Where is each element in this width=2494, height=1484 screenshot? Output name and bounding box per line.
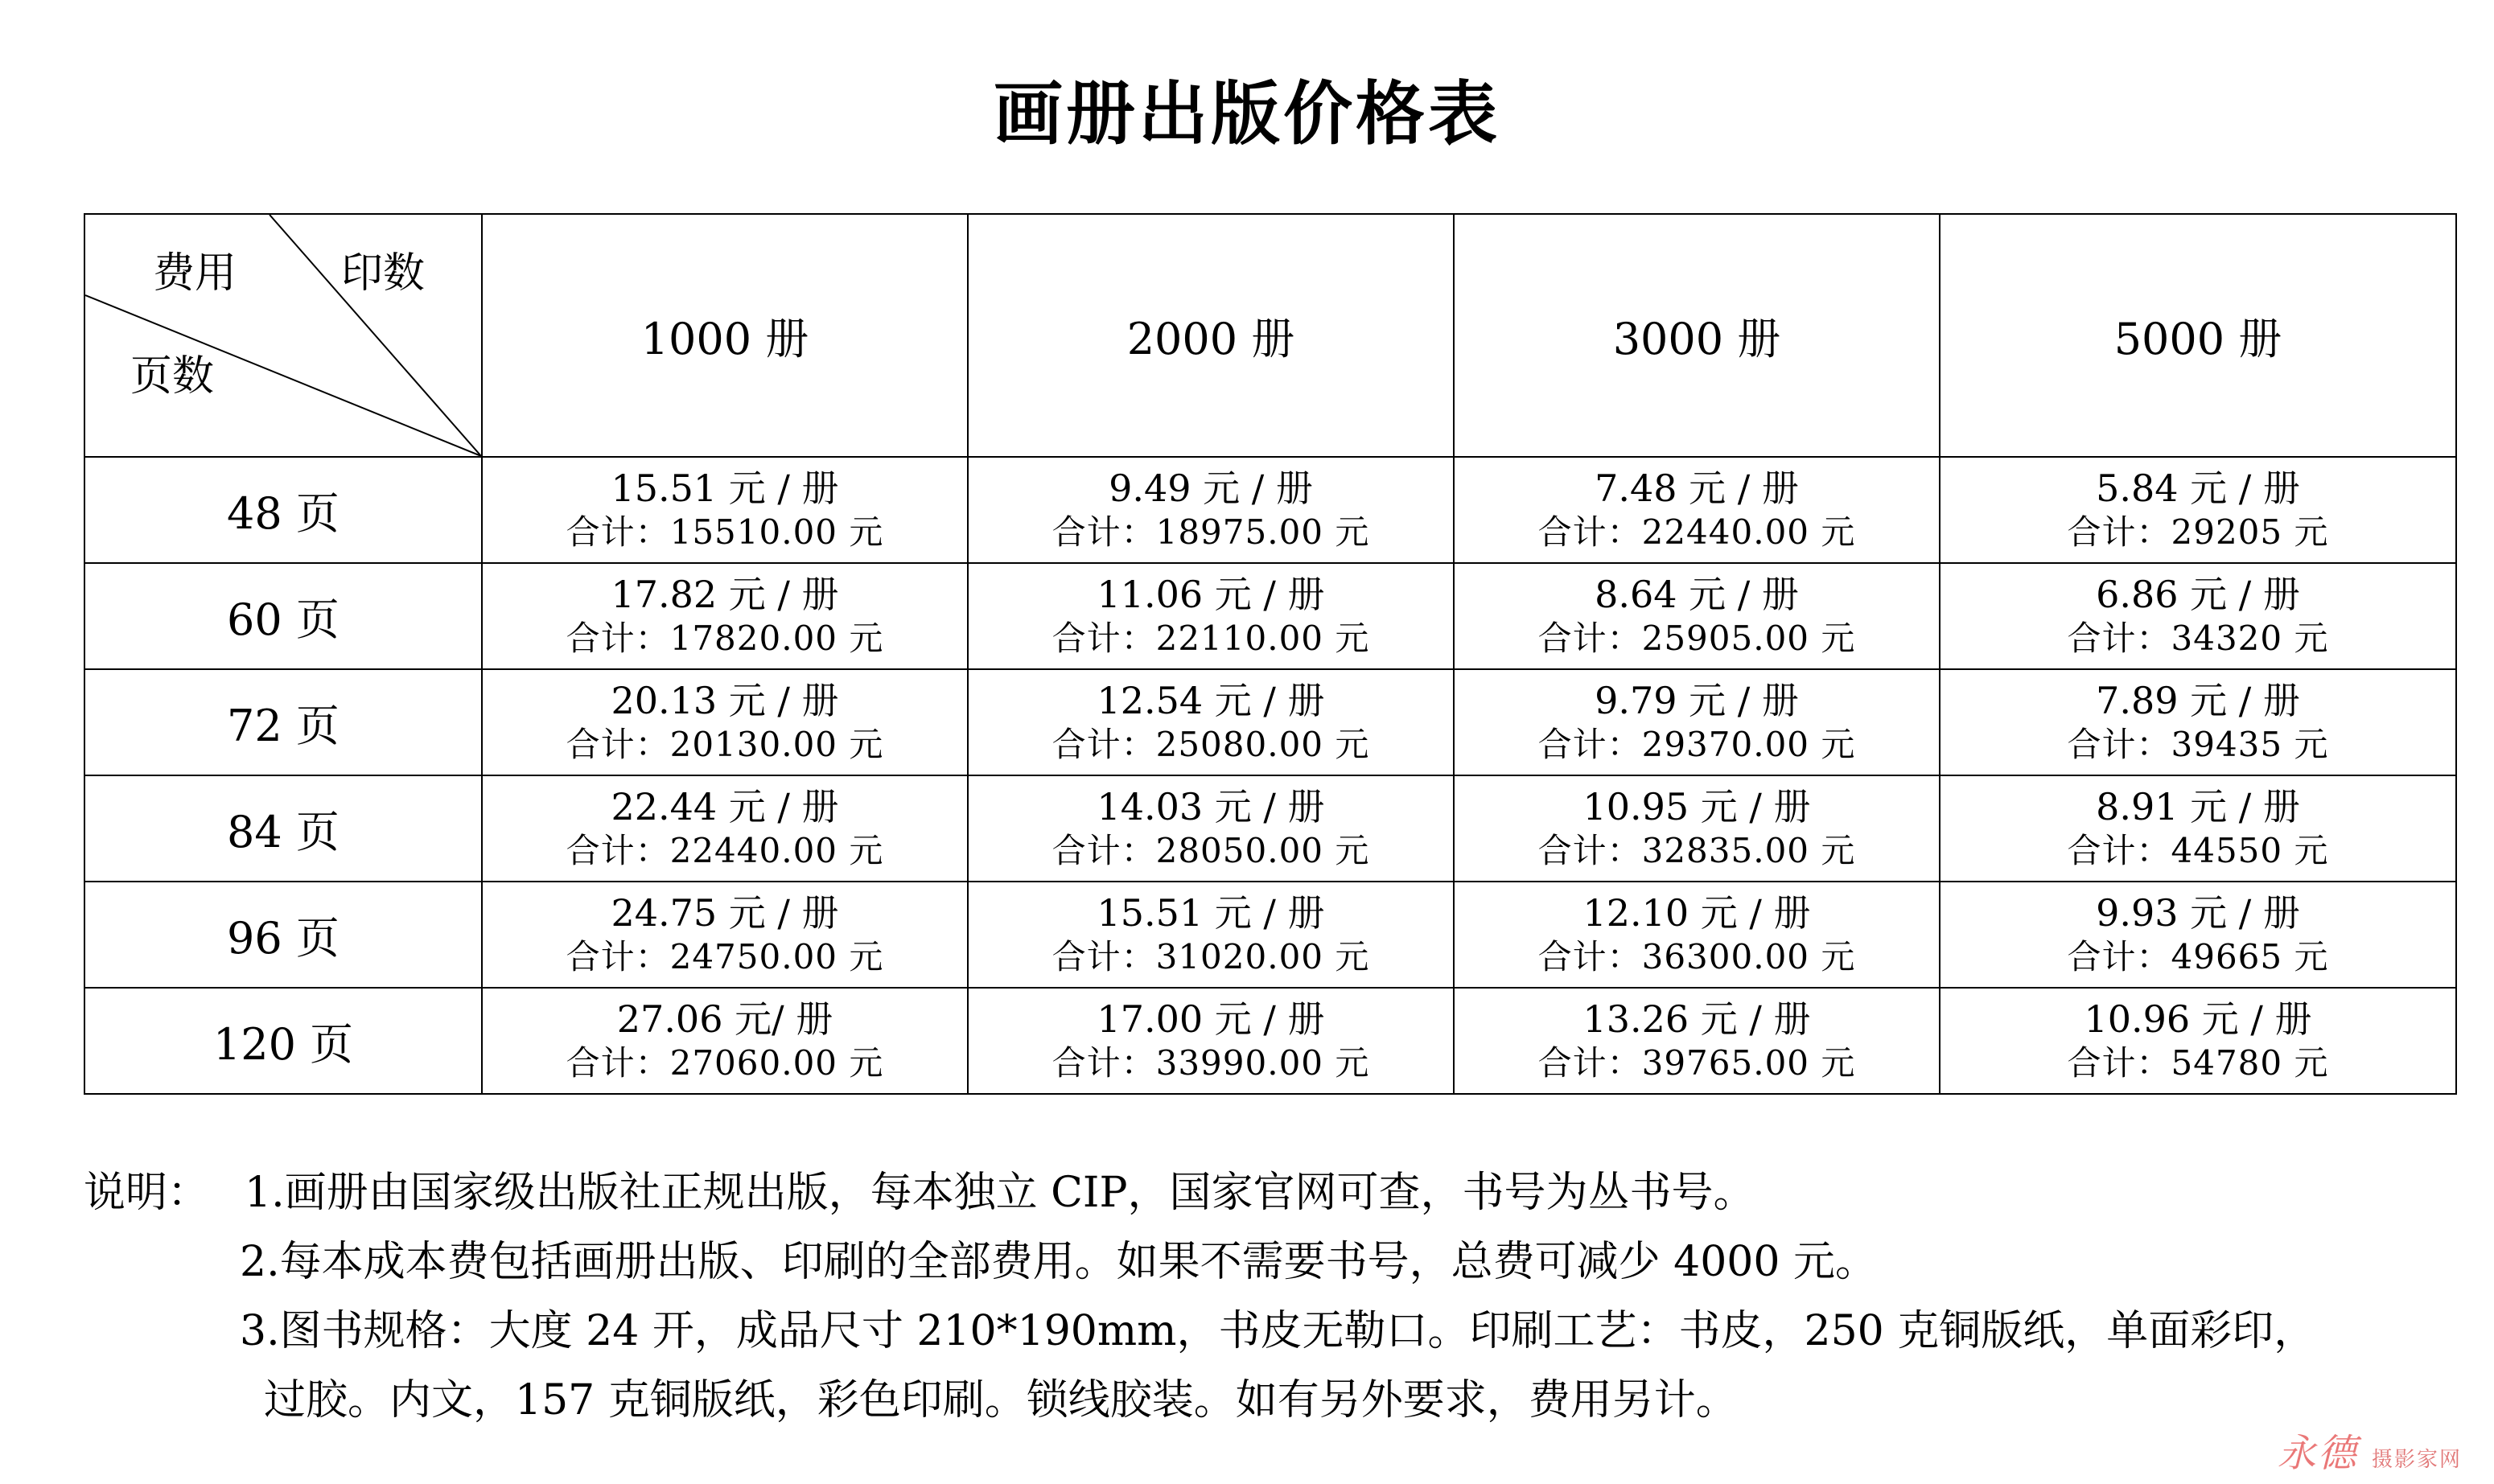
price-cell (482, 563, 968, 669)
unit-price: 7.48 元 / 册 (1595, 467, 1799, 511)
unit-price: 20.13 元 / 册 (611, 679, 839, 723)
price-cell (482, 457, 968, 563)
total-price: 合计：24750.00 元 (566, 937, 884, 977)
price-cell (1940, 457, 2456, 563)
price-cell (1940, 988, 2456, 1094)
total-price: 合计：17820.00 元 (566, 619, 884, 659)
price-cell (1454, 457, 1940, 563)
document-title: 画册出版价格表 (994, 73, 1500, 154)
unit-price: 12.54 元 / 册 (1097, 679, 1325, 723)
total-price: 合计：32835.00 元 (1537, 831, 1856, 871)
unit-price: 9.49 元 / 册 (1109, 467, 1313, 511)
unit-price: 11.06 元 / 册 (1097, 573, 1325, 617)
row-pages-label: 84 页 (84, 775, 482, 882)
unit-price: 10.95 元 / 册 (1582, 785, 1811, 829)
total-price: 合计：39435 元 (2067, 725, 2329, 765)
total-price: 合计：33990.00 元 (1052, 1043, 1370, 1083)
row-pages-label: 60 页 (84, 563, 482, 669)
price-cell (1940, 882, 2456, 988)
notes-label: 说明： (84, 1169, 210, 1217)
price-cell (482, 882, 968, 988)
price-table (84, 213, 2457, 1095)
note-text-1: 1.画册由国家级出版社正规出版，每本独立 CIP，国家官网可查，书号为丛书号。 (245, 1169, 1755, 1217)
row-pages-label: 120 页 (84, 988, 482, 1094)
total-price: 合计：29370.00 元 (1537, 725, 1856, 765)
total-price: 合计：20130.00 元 (566, 725, 884, 765)
price-cell (968, 669, 1454, 775)
column-header-1000: 1000 册 (482, 214, 968, 457)
unit-price: 9.79 元 / 册 (1595, 679, 1799, 723)
table-row (84, 882, 2456, 988)
total-price: 合计：29205 元 (2067, 512, 2329, 553)
total-price: 合计：28050.00 元 (1052, 831, 1370, 871)
notes-section (84, 1158, 2315, 1435)
price-cell (1454, 988, 1940, 1094)
price-cell (1454, 882, 1940, 988)
unit-price: 6.86 元 / 册 (2096, 573, 2300, 617)
total-price: 合计：54780 元 (2067, 1043, 2329, 1083)
watermark-logo (2278, 1422, 2462, 1478)
table-row (84, 669, 2456, 775)
total-price: 合计：34320 元 (2067, 619, 2329, 659)
price-cell (1940, 669, 2456, 775)
total-price: 合计：25905.00 元 (1537, 619, 1856, 659)
price-cell (1454, 775, 1940, 882)
unit-price: 24.75 元 / 册 (611, 891, 839, 935)
unit-price: 7.89 元 / 册 (2096, 679, 2300, 723)
note-line-2: 2.每本成本费包括画册出版、印刷的全部费用。如果不需要书号，总费可减少 4000 元。 (240, 1238, 1878, 1286)
price-cell (968, 882, 1454, 988)
price-cell (1454, 669, 1940, 775)
unit-price: 22.44 元 / 册 (611, 785, 839, 829)
price-cell (968, 775, 1454, 882)
row-pages-label: 72 页 (84, 669, 482, 775)
table-row (84, 457, 2456, 563)
table-header-row (84, 214, 2456, 457)
table-row (84, 775, 2456, 882)
corner-fee-label: 费用 (153, 249, 237, 298)
unit-price: 9.93 元 / 册 (2096, 891, 2300, 935)
corner-print-qty-label: 印数 (341, 249, 426, 298)
total-price: 合计：44550 元 (2067, 831, 2329, 871)
corner-header-cell (84, 214, 482, 457)
price-cell (968, 563, 1454, 669)
row-pages-label: 48 页 (84, 457, 482, 563)
total-price: 合计：49665 元 (2067, 937, 2329, 977)
total-price: 合计：18975.00 元 (1052, 512, 1370, 553)
unit-price: 8.91 元 / 册 (2096, 785, 2300, 829)
total-price: 合计：25080.00 元 (1052, 725, 1370, 765)
unit-price: 17.82 元 / 册 (611, 573, 839, 617)
price-cell (1940, 563, 2456, 669)
total-price: 合计：15510.00 元 (566, 512, 884, 553)
price-cell (968, 457, 1454, 563)
total-price: 合计：39765.00 元 (1537, 1043, 1856, 1083)
note-line-3: 3.图书规格：大度 24 开，成品尺寸 210*190mm，书皮无勒口。印刷工艺：书皮，250 克铜版纸，单面彩印， (240, 1307, 2316, 1355)
unit-price: 5.84 元 / 册 (2096, 467, 2300, 511)
column-header-5000: 5000 册 (1940, 214, 2456, 457)
row-pages-label: 96 页 (84, 882, 482, 988)
price-cell (482, 988, 968, 1094)
note-line-1 (84, 1158, 2315, 1227)
price-cell (482, 669, 968, 775)
table-row (84, 563, 2456, 669)
unit-price: 13.26 元 / 册 (1582, 997, 1811, 1042)
note-line-4: 过胶。内文，157 克铜版纸，彩色印刷。锁线胶装。如有另外要求，费用另计。 (264, 1376, 1738, 1424)
price-cell (1454, 563, 1940, 669)
unit-price: 10.96 元 / 册 (2084, 997, 2312, 1042)
unit-price: 17.00 元 / 册 (1097, 997, 1325, 1042)
unit-price: 14.03 元 / 册 (1097, 785, 1325, 829)
unit-price: 15.51 元 / 册 (611, 467, 839, 511)
column-header-3000: 3000 册 (1454, 214, 1940, 457)
unit-price: 27.06 元/ 册 (616, 997, 833, 1042)
unit-price: 8.64 元 / 册 (1595, 573, 1799, 617)
total-price: 合计：22440.00 元 (1537, 512, 1856, 553)
price-cell (1940, 775, 2456, 882)
watermark-main-text: 永德 (2277, 1431, 2358, 1476)
total-price: 合计：22110.00 元 (1052, 619, 1370, 659)
total-price: 合计：22440.00 元 (566, 831, 884, 871)
watermark-sub-text: 摄影家网 (2371, 1448, 2462, 1472)
total-price: 合计：27060.00 元 (566, 1043, 884, 1083)
unit-price: 12.10 元 / 册 (1582, 891, 1811, 935)
price-cell (482, 775, 968, 882)
unit-price: 15.51 元 / 册 (1097, 891, 1325, 935)
column-header-2000: 2000 册 (968, 214, 1454, 457)
corner-pages-label: 页数 (130, 352, 215, 401)
price-cell (968, 988, 1454, 1094)
total-price: 合计：31020.00 元 (1052, 937, 1370, 977)
table-row (84, 988, 2456, 1094)
total-price: 合计：36300.00 元 (1537, 937, 1856, 977)
